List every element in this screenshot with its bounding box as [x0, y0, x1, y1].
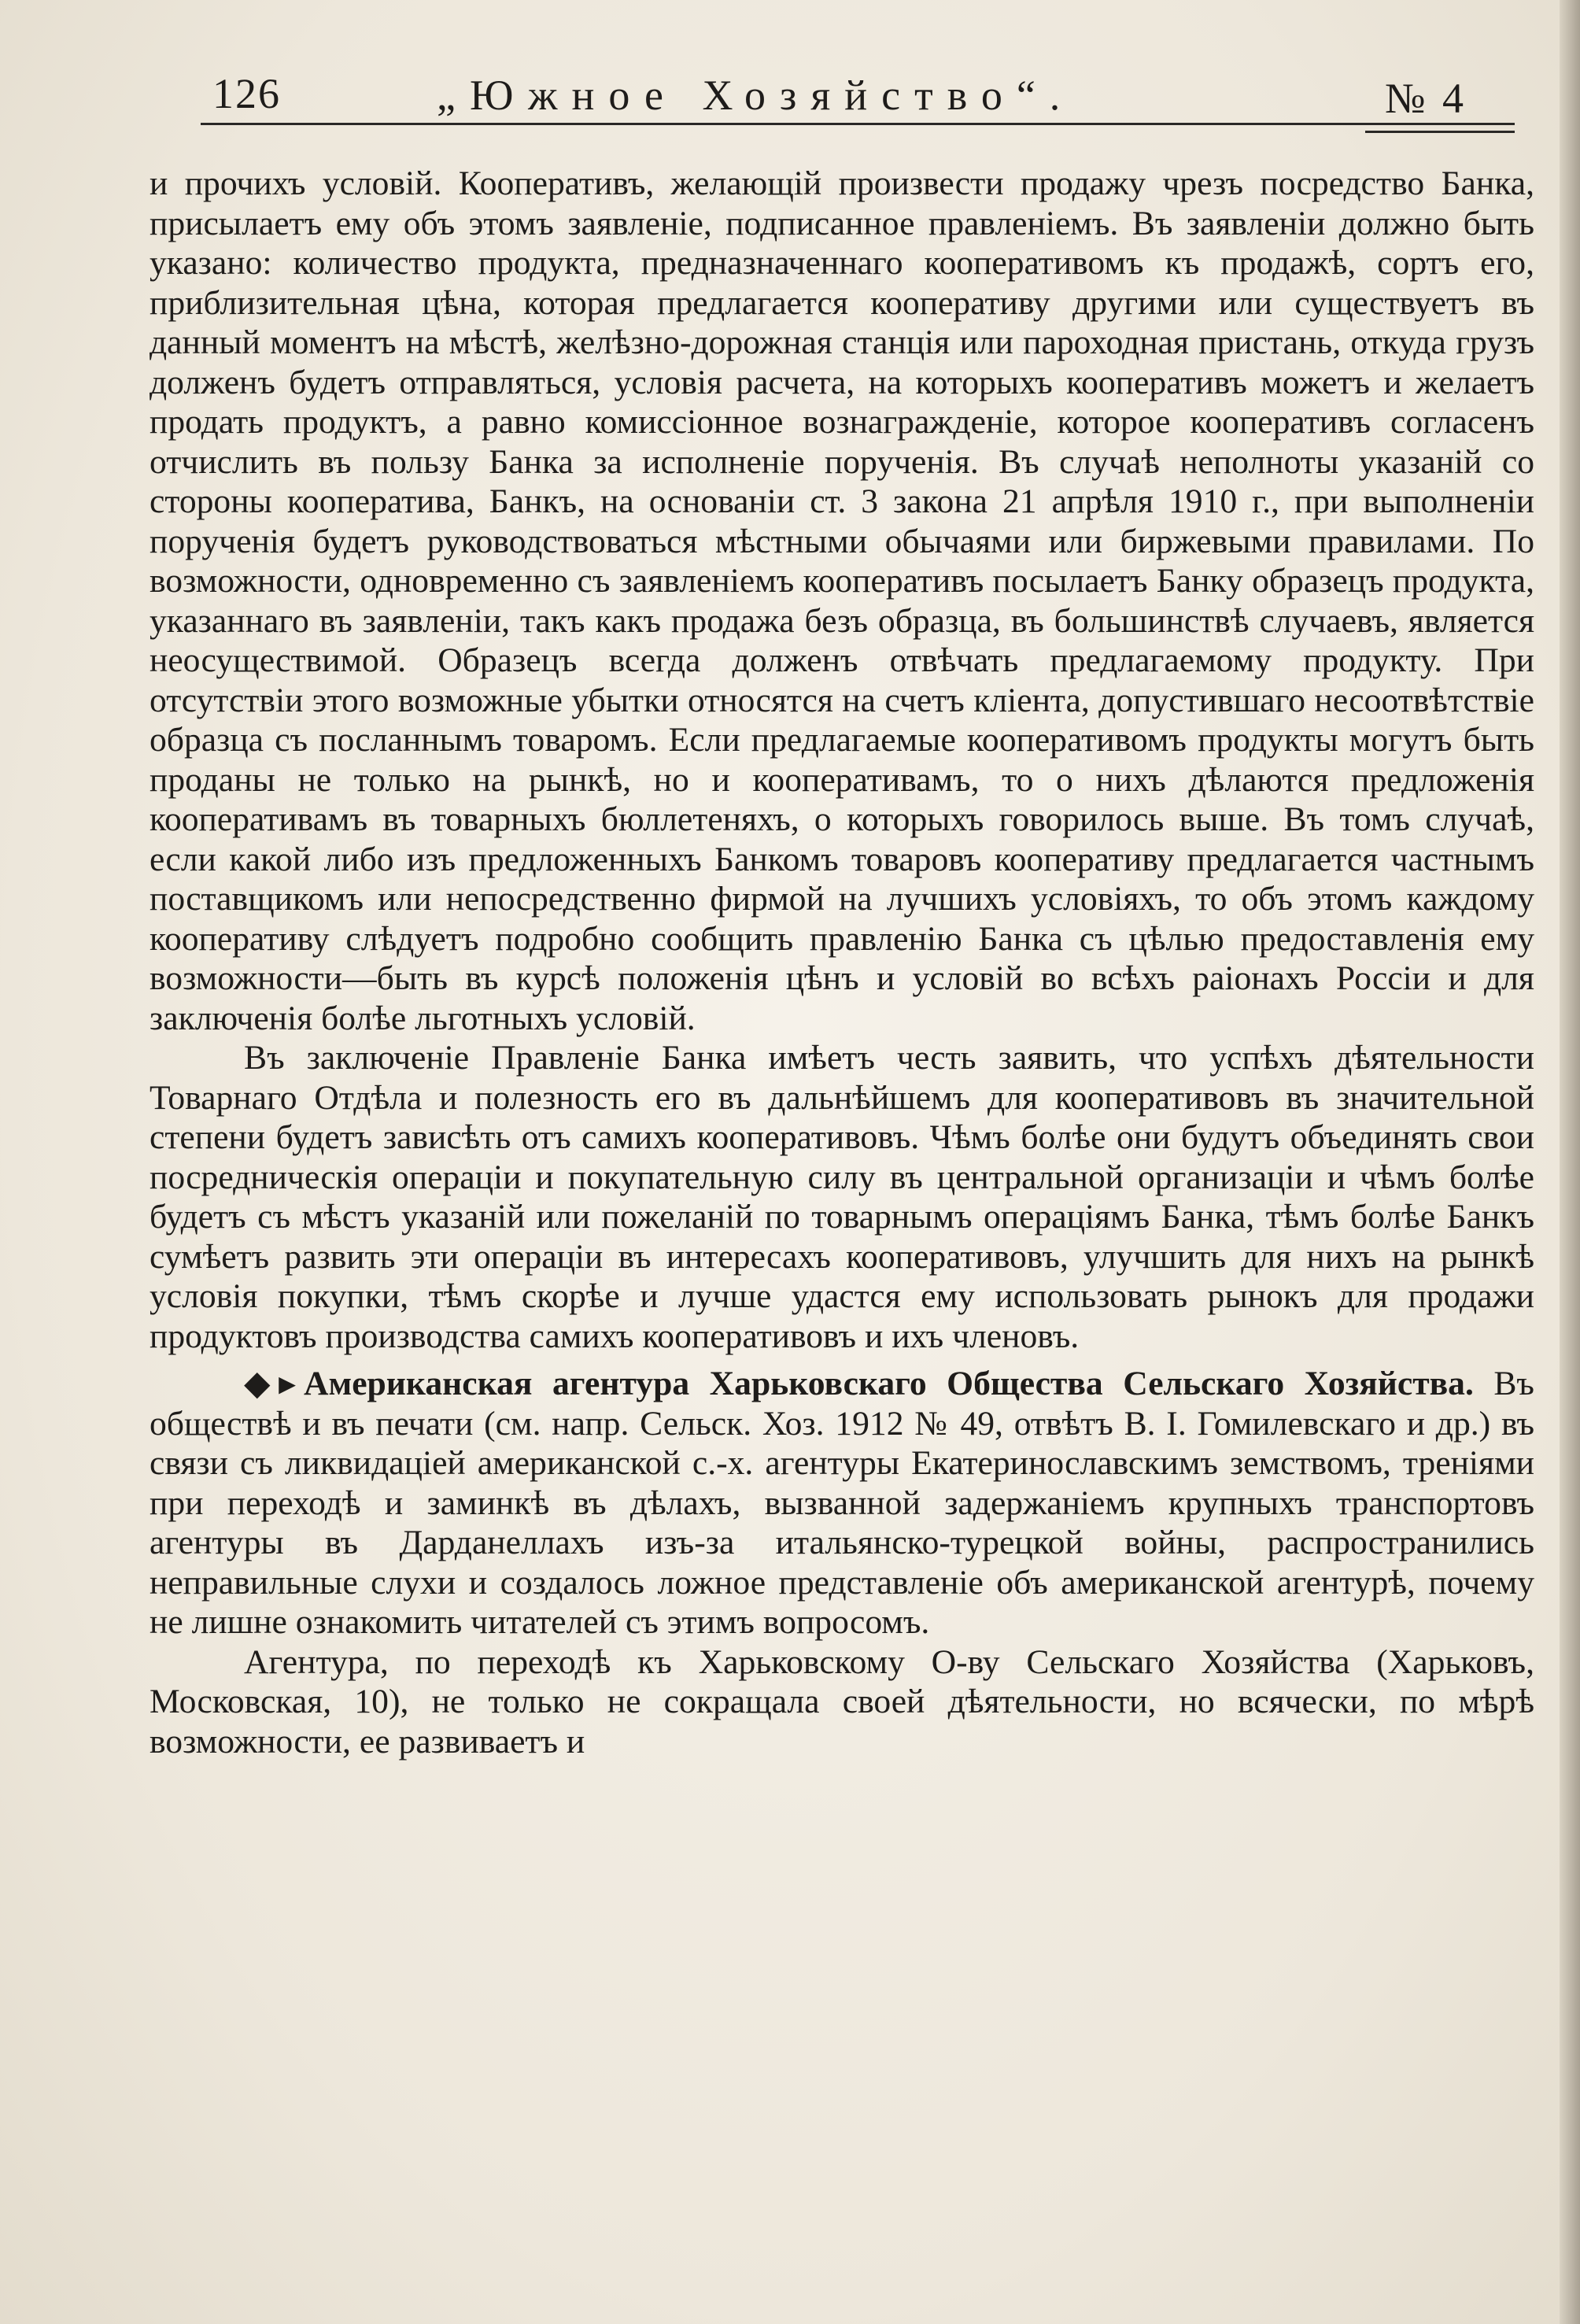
journal-title: „Южное Хозяйство“. — [437, 72, 1075, 119]
page-number: 126 — [212, 70, 281, 117]
paragraph: Въ заключеніе Правленіе Банка имѣетъ честь заявить, что успѣхъ дѣятельности Товарнаго Отдѣла и полезность его въ дальнѣйшемъ для кооперативовъ въ значительной степени будетъ зависѣть отъ самихъ кооперативовъ. Чѣмъ болѣе они будутъ объединять свои посредническія операціи и покупательную силу въ центральной организаціи и чѣмъ болѣе будетъ съ мѣстъ указаній или пожеланій по товарнымъ операціямъ Банка, тѣмъ болѣе Банкъ сумѣетъ развить эти операціи въ интересахъ кооперативовъ, улучшить для нихъ на рынкѣ условія покупки, тѣмъ скорѣе и лучше удастся ему использовать рынокъ для продажи продуктовъ производства самихъ кооперативовъ и ихъ членовъ. — [150, 1039, 1534, 1355]
section-ornament: ◆▸ — [244, 1365, 293, 1402]
section-paragraph — [150, 1364, 1534, 1642]
running-header — [169, 69, 1538, 148]
section-title: Американская агентура Харьковскаго Общества Сельскаго Хозяйства. — [304, 1365, 1474, 1402]
header-rule — [201, 123, 1515, 125]
issue-number: № 4 — [1385, 75, 1467, 122]
article-body — [150, 164, 1534, 2289]
paragraph: и прочихъ условій. Кооперативъ, желающій произвести продажу чрезъ посредство Банка, присылаетъ ему объ этомъ заявленіе, подписанное правленіемъ. Въ заявленіи должно быть указано: количество продукта, предназначеннаго кооперативомъ къ продажѣ, сортъ его, приблизительная цѣна, которая предлагается кооперативу другими или существуетъ въ данный моментъ на мѣстѣ, желѣзно-дорожная станція или пароходная пристань, откуда грузъ долженъ будетъ отправляться, условія расчета, на которыхъ кооперативъ можетъ и желаетъ продать продуктъ, а равно комиссіонное вознагражденіе, которое кооперативъ согласенъ отчислить въ пользу Банка за исполненіе порученія. Въ случаѣ неполноты указаній со стороны кооператива, Банкъ, на основаніи ст. 3 закона 21 апрѣля 1910 г., при выполненіи порученія будетъ руководствоваться мѣстными обычаями или биржевыми правилами. По возможности, одновременно съ заявленіемъ кооперативъ посылаетъ Банку образецъ продукта, указаннаго въ заявленіи, такъ какъ продажа безъ образца, въ большинствѣ случаевъ, является неосуществимой. Образецъ всегда долженъ отвѣчать предлагаемому продукту. При отсутствіи этого возможные убытки относятся на счетъ кліента, допустившаго несоотвѣтствіе образца съ посланнымъ товаромъ. Если предлагаемые кооперативомъ продукты могутъ быть проданы не только на рынкѣ, но и кооперативамъ, то о нихъ дѣлаются предложенія кооперативамъ въ товарныхъ бюллетеняхъ, о которыхъ говорилось выше. Въ томъ случаѣ, если какой либо изъ предложенныхъ Банкомъ товаровъ кооперативу предлагается частнымъ поставщикомъ или непосредственно фирмой на лучшихъ условіяхъ, то объ этомъ каждому кооперативу слѣдуетъ подробно сообщить правленію Банка съ цѣлью предоставленія ему возможности—быть въ курсѣ положенія цѣнъ и условій во всѣхъ раіонахъ Россіи и для заключенія болѣе льготныхъ условій. — [150, 164, 1534, 1037]
page-edge-shadow — [1560, 0, 1580, 2324]
paragraph: Агентура, по переходѣ къ Харьковскому О-ву Сельскаго Хозяйства (Харьковъ, Московская, 10), не только не сокращала своей дѣятельности, но всячески, по мѣрѣ возможности, ее развиваетъ и — [150, 1642, 1534, 1761]
header-rule-double — [1365, 131, 1515, 133]
section-text: Въ обществѣ и въ печати (см. напр. Сельск. Хоз. 1912 № 49, отвѣтъ В. І. Гомилевскаго и др.) въ связи съ ликвидаціей американской с.-х. агентуры Екатеринославскимъ земствомъ, треніями при переходѣ и заминкѣ въ дѣлахъ, вызванной задержаніемъ крупныхъ транспортовъ агентуры въ Дарданеллахъ изъ-за итальянско-турецкой войны, распространились неправильные слухи и создалось ложное представленіе объ американской агентурѣ, почему не лишне ознакомить читателей съ этимъ вопросомъ. — [150, 1365, 1534, 1641]
